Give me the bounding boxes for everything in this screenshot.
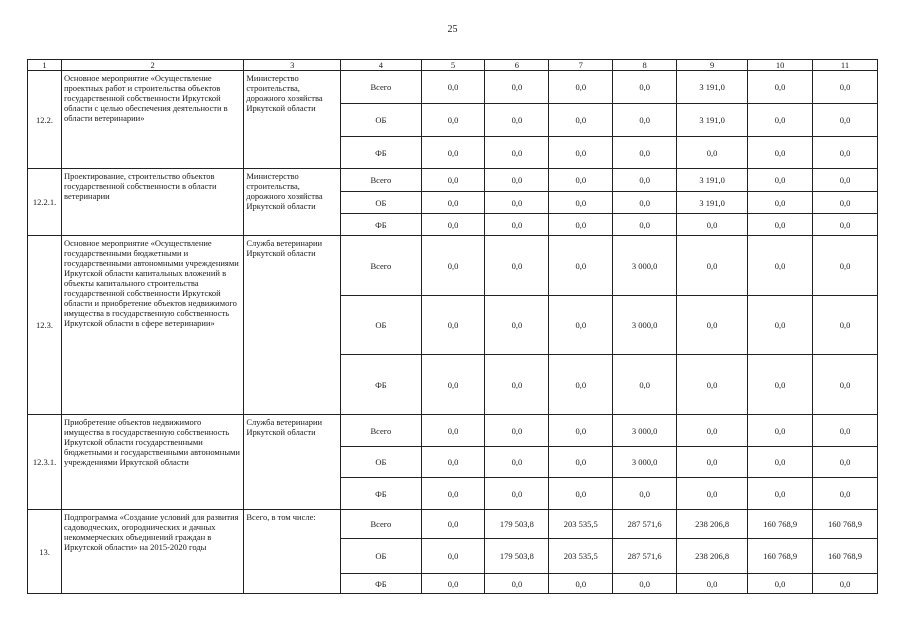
column-number: 8 [613,60,677,71]
amount-cell: 0,0 [748,192,813,214]
amount-cell: 0,0 [549,214,613,236]
amount-cell: 0,0 [549,355,613,415]
amount-cell: 0,0 [421,296,485,355]
amount-cell: 0,0 [485,137,549,169]
amount-cell: 160 768,9 [748,510,813,539]
amount-cell: 238 206,8 [677,510,748,539]
column-number-row [28,60,878,71]
amount-cell: 0,0 [813,296,878,355]
amount-cell: 0,0 [613,478,677,510]
amount-cell: 0,0 [421,137,485,169]
amount-cell: 179 503,8 [485,539,549,574]
amount-cell: 0,0 [485,236,549,296]
amount-cell: 0,0 [677,355,748,415]
amount-cell: 0,0 [549,137,613,169]
amount-cell: 0,0 [613,214,677,236]
amount-cell: 0,0 [421,104,485,137]
amount-cell: 0,0 [549,415,613,447]
amount-cell: 0,0 [421,71,485,104]
amount-cell: 0,0 [748,415,813,447]
amount-cell: 0,0 [748,296,813,355]
executor: Служба ветеринарии Иркутской области [244,415,341,510]
amount-cell: 0,0 [748,478,813,510]
column-number: 7 [549,60,613,71]
amount-cell: 0,0 [485,574,549,594]
column-number: 4 [341,60,421,71]
amount-cell: 0,0 [813,574,878,594]
funding-source: ОБ [341,296,421,355]
funding-source: Всего [341,415,421,447]
item-number: 12.2. [28,71,62,169]
amount-cell: 0,0 [485,214,549,236]
amount-cell: 0,0 [613,104,677,137]
amount-cell: 0,0 [485,296,549,355]
item-name: Проектирование, строительство объектов государственной собственности в области ветеринарии [62,169,244,236]
amount-cell: 3 000,0 [613,236,677,296]
page-number: 25 [447,24,458,35]
budget-table [27,59,878,594]
amount-cell: 179 503,8 [485,510,549,539]
amount-cell: 0,0 [748,169,813,192]
amount-cell: 0,0 [813,192,878,214]
amount-cell: 0,0 [748,574,813,594]
amount-cell: 0,0 [813,478,878,510]
column-number: 10 [748,60,813,71]
amount-cell: 0,0 [677,214,748,236]
amount-cell: 0,0 [677,137,748,169]
amount-cell: 0,0 [485,104,549,137]
amount-cell: 3 000,0 [613,296,677,355]
amount-cell: 0,0 [813,71,878,104]
amount-cell: 287 571,6 [613,539,677,574]
amount-cell: 203 535,5 [549,539,613,574]
executor: Министерство строительства, дорожного хозяйства Иркутской области [244,71,341,169]
amount-cell: 0,0 [613,574,677,594]
funding-source: Всего [341,236,421,296]
funding-source: ОБ [341,447,421,478]
amount-cell: 0,0 [748,236,813,296]
amount-cell: 0,0 [813,355,878,415]
amount-cell: 0,0 [813,447,878,478]
column-number: 3 [244,60,341,71]
amount-cell: 3 191,0 [677,104,748,137]
amount-cell: 0,0 [677,447,748,478]
amount-cell: 0,0 [677,296,748,355]
amount-cell: 0,0 [748,137,813,169]
amount-cell: 0,0 [748,71,813,104]
funding-source: ОБ [341,104,421,137]
funding-source: ФБ [341,214,421,236]
item-number: 13. [28,510,62,594]
amount-cell: 0,0 [813,137,878,169]
amount-cell: 0,0 [613,169,677,192]
amount-cell: 0,0 [549,574,613,594]
amount-cell: 0,0 [421,478,485,510]
amount-cell: 0,0 [421,214,485,236]
amount-cell: 0,0 [813,169,878,192]
item-name: Приобретение объектов недвижимого имущества в государственную собственность Иркутской области государственными бюджетными и государственными автономными учреждениями Иркутской области [62,415,244,510]
amount-cell: 0,0 [421,539,485,574]
amount-cell: 160 768,9 [748,539,813,574]
table-row [28,510,878,539]
amount-cell: 0,0 [677,574,748,594]
amount-cell: 0,0 [485,447,549,478]
amount-cell: 0,0 [485,71,549,104]
amount-cell: 3 191,0 [677,71,748,104]
item-name: Основное мероприятие «Осуществление государственными бюджетными и государственными автономными учреждениями Иркутской области капитальных вложений в объекты капитального строительства государственной собственности Иркутской области и приобретение объектов недвижимого имущества в государственную собственность Иркутской области в сфере ветеринарии» [62,236,244,415]
amount-cell: 3 000,0 [613,447,677,478]
amount-cell: 0,0 [485,478,549,510]
amount-cell: 0,0 [549,478,613,510]
table-row [28,169,878,192]
amount-cell: 0,0 [677,415,748,447]
amount-cell: 0,0 [748,104,813,137]
funding-source: Всего [341,510,421,539]
amount-cell: 0,0 [748,355,813,415]
item-number: 12.3. [28,236,62,415]
amount-cell: 0,0 [421,510,485,539]
amount-cell: 238 206,8 [677,539,748,574]
column-number: 11 [813,60,878,71]
amount-cell: 287 571,6 [613,510,677,539]
amount-cell: 0,0 [613,71,677,104]
amount-cell: 0,0 [549,236,613,296]
funding-source: Всего [341,169,421,192]
amount-cell: 0,0 [421,447,485,478]
amount-cell: 0,0 [813,104,878,137]
amount-cell: 0,0 [613,192,677,214]
item-name: Подпрограмма «Создание условий для развития садоводческих, огороднических и дачных некоммерческих объединений граждан в Иркутской области» на 2015-2020 годы [62,510,244,594]
amount-cell: 0,0 [549,104,613,137]
funding-source: ФБ [341,137,421,169]
amount-cell: 0,0 [748,447,813,478]
amount-cell: 0,0 [549,296,613,355]
funding-source: ФБ [341,478,421,510]
amount-cell: 0,0 [549,192,613,214]
amount-cell: 0,0 [421,192,485,214]
executor: Всего, в том числе: [244,510,341,594]
amount-cell: 0,0 [421,574,485,594]
amount-cell: 0,0 [813,236,878,296]
column-number: 9 [677,60,748,71]
amount-cell: 0,0 [549,169,613,192]
amount-cell: 0,0 [613,355,677,415]
amount-cell: 160 768,9 [813,539,878,574]
amount-cell: 0,0 [748,214,813,236]
table-row [28,236,878,296]
funding-source: ОБ [341,192,421,214]
amount-cell: 0,0 [813,415,878,447]
amount-cell: 0,0 [421,355,485,415]
column-number: 2 [62,60,244,71]
executor: Министерство строительства, дорожного хозяйства Иркутской области [244,169,341,236]
column-number: 5 [421,60,485,71]
amount-cell: 0,0 [549,447,613,478]
item-number: 12.2.1. [28,169,62,236]
amount-cell: 0,0 [549,71,613,104]
amount-cell: 0,0 [485,415,549,447]
amount-cell: 160 768,9 [813,510,878,539]
amount-cell: 203 535,5 [549,510,613,539]
executor: Служба ветеринарии Иркутской области [244,236,341,415]
amount-cell: 3 000,0 [613,415,677,447]
funding-source: Всего [341,71,421,104]
amount-cell: 3 191,0 [677,192,748,214]
amount-cell: 0,0 [613,137,677,169]
funding-source: ФБ [341,574,421,594]
funding-source: ОБ [341,539,421,574]
amount-cell: 0,0 [485,169,549,192]
amount-cell: 3 191,0 [677,169,748,192]
amount-cell: 0,0 [813,214,878,236]
amount-cell: 0,0 [677,236,748,296]
amount-cell: 0,0 [421,415,485,447]
amount-cell: 0,0 [485,355,549,415]
amount-cell: 0,0 [677,478,748,510]
column-number: 1 [28,60,62,71]
item-name: Основное мероприятие «Осуществление проектных работ и строительства объектов государственной собственности Иркутской области с целью обеспечения деятельности в области ветеринарии» [62,71,244,169]
table-row [28,415,878,447]
funding-source: ФБ [341,355,421,415]
amount-cell: 0,0 [421,169,485,192]
table-row [28,71,878,104]
amount-cell: 0,0 [485,192,549,214]
table-body [28,60,878,594]
column-number: 6 [485,60,549,71]
item-number: 12.3.1. [28,415,62,510]
amount-cell: 0,0 [421,236,485,296]
